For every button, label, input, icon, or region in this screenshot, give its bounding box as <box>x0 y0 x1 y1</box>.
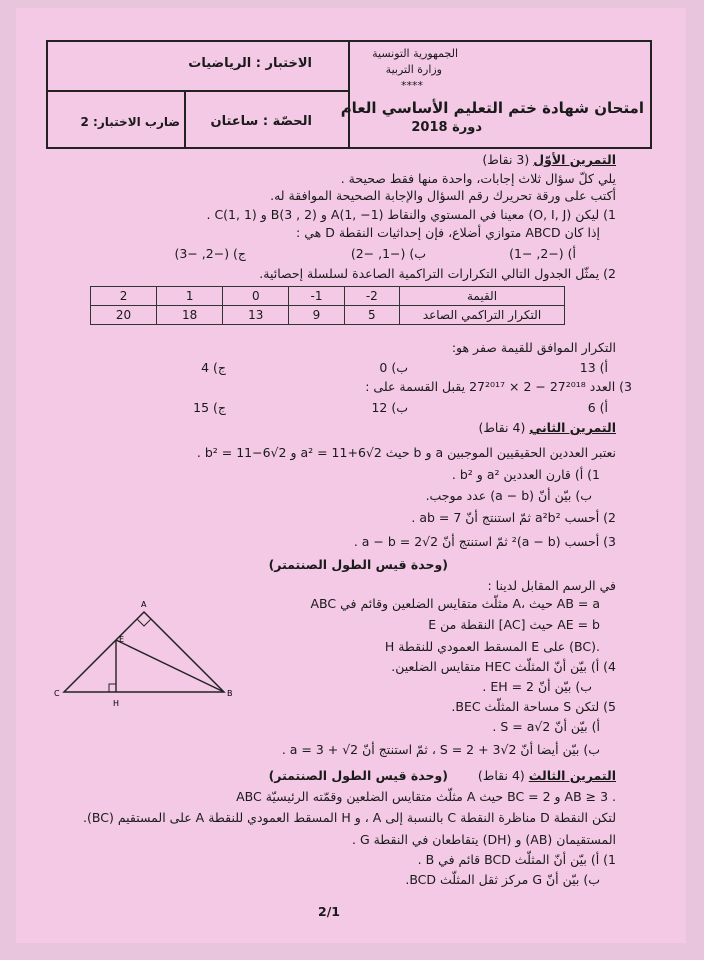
ex1-q2-choice-c: ج) 4 <box>201 360 226 375</box>
ex1-q1-choice-b: ب) (−1, −2) <box>350 246 426 261</box>
ex2-q2: 2) أحسب a²b² ثمّ استنتج أنّ ab = 7 . <box>411 510 616 525</box>
ex1-q2-line1: 2) يمثّل الجدول التالي التكرارات التراكمية الصاعدة لسلسلة إحصائية. <box>259 266 616 281</box>
ex1-q1-line2: إذا كان ABCD متوازي أضلاع، فإن إحداثيات النقطة D هي : <box>296 225 600 240</box>
table-cell: 9 <box>289 306 344 325</box>
ex3-line1: ABC مثلّث متقايس الضلعين وقمّته الرئيسيّة A حيث BC = 2 و AB ≥ 3 . <box>236 789 616 804</box>
ex2-figure-line3: H المسقط العمودي للنقطة E على (BC). <box>384 639 600 654</box>
ex2-q5b: ب) بيّن أيضا أنّ S = 2 + 3√2 ، ثمّ استنتج أنّ a = 3 + √2 . <box>281 742 600 757</box>
point-label-c: C <box>54 689 60 698</box>
ex2-figure-intro: في الرسم المقابل لدينا : <box>487 578 616 593</box>
table-row <box>91 287 565 306</box>
point-label-a: A <box>141 600 147 609</box>
ex2-q1b: ب) بيّن أنّ (a − b) عدد موجب. <box>425 488 592 503</box>
frequency-table <box>90 286 565 325</box>
ex2-intro: نعتبر العددين الحقيقيين الموجبين a و b حيث a² = 11+6√2 و b² = 11−6√2 . <box>196 445 616 460</box>
ex1-q3-choice-a: أ) 6 <box>587 400 608 415</box>
table-row-label: التكرار التراكمي الصاعد <box>400 306 565 325</box>
table-cell: -2 <box>344 287 399 306</box>
ex1-q2-choice-a: أ) 13 <box>579 360 608 375</box>
ex2-figure-line1: ABC مثلّث متقايس الضلعين وقائم في A، حيث AB = a <box>310 596 600 611</box>
ex1-q1-choice-a: أ) (−2, −1) <box>509 246 576 261</box>
ex2-q3: 3) أحسب (a − b)² ثمّ استنتج أنّ a − b = 2√2 . <box>353 534 616 549</box>
stars: **** <box>401 79 423 92</box>
table-row-label: القيمة <box>400 287 565 306</box>
header-divider <box>348 42 350 147</box>
ex1-q3-choice-c: ج) 15 <box>193 400 226 415</box>
ex1-intro1: يلي كلّ سؤال ثلاث إجابات، واحدة منها فقط صحيحة . <box>340 171 616 186</box>
ex1-q3-line1: 3) العدد 27²⁰¹⁸ − 2 × 27²⁰¹⁷ يقبل القسمة على : <box>365 379 632 394</box>
ex2-unit-note: (وحدة قيس الطول الصنتمتر) <box>268 557 448 572</box>
table-cell: -1 <box>289 287 344 306</box>
ex2-q4a: 4) أ) بيّن أنّ المثلّث HEC متقايس الضلعين. <box>391 659 616 674</box>
table-row <box>91 306 565 325</box>
page-number: 2/1 <box>318 904 340 919</box>
coefficient-label: ضارب الاختبار: 2 <box>80 115 180 129</box>
table-cell: 5 <box>344 306 399 325</box>
ex2-q1a: 1) أ) قارن العددين a² و b² . <box>451 467 600 482</box>
ex1-q2-line2: التكرار الموافق للقيمة صفر هو: <box>451 340 616 355</box>
table-cell: 0 <box>223 287 289 306</box>
ministry-label: وزارة التربية <box>385 63 442 76</box>
ex3-line3: المستقيمان (AB) و (DH) يتقاطعان في النقطة G . <box>351 832 616 847</box>
subject-label: الاختبار : الرياضيات <box>188 56 312 71</box>
table-cell: 18 <box>157 306 223 325</box>
exam-title: امتحان شهادة ختم التعليم الأساسي العام <box>340 99 644 117</box>
right-angle-mark-a <box>137 619 151 626</box>
republic-label: الجمهورية التونسية <box>372 47 458 60</box>
ex1-q2-choice-b: ب) 0 <box>379 360 408 375</box>
ex2-points: (4 نقاط) <box>478 420 526 435</box>
ex3-q1a: 1) أ) بيّن أنّ المثلّث BCD قائم في B . <box>417 852 616 867</box>
triangle-figure <box>52 596 232 711</box>
point-label-h: H <box>113 699 120 708</box>
ex1-intro2: أكتب على ورقة تحريرك رقم السؤال والإجابة الصحيحة الموافقة له. <box>270 188 616 203</box>
table-cell: 13 <box>223 306 289 325</box>
point-label-e: E <box>119 635 125 644</box>
table-cell: 20 <box>91 306 157 325</box>
ex3-points: (4 نقاط) <box>477 768 525 783</box>
ex2-q4b: ب) بيّن أنّ EH = 2 . <box>482 679 592 694</box>
segment-eb <box>116 640 224 692</box>
ex1-heading <box>482 152 616 168</box>
header-divider <box>48 90 348 92</box>
point-label-b: B <box>227 689 232 698</box>
ex2-figure-line2: E النقطة من [AC] حيث AE = b <box>428 617 600 632</box>
header-divider <box>184 92 186 147</box>
table-cell: 1 <box>157 287 223 306</box>
ex2-title: التمرين الثاني <box>529 420 616 435</box>
right-angle-mark-h <box>109 684 116 692</box>
ex2-q5: 5) لتكن S مساحة المثلّث BEC. <box>451 699 616 714</box>
ex3-title: التمرين الثالث <box>528 768 616 783</box>
ex3-q1b: ب) بيّن أنّ G مركز ثقل المثلّث BCD. <box>405 872 600 887</box>
ex1-q1-line1: 1) ليكن (O, I, J) معينا في المستوي والنقاط A(1, −1) و B(3 , 2) و C(1, 1) . <box>206 207 616 222</box>
duration-label: الحصّة : ساعتان <box>210 114 312 129</box>
ex1-points: (3 نقاط) <box>482 152 530 167</box>
ex3-line2: لتكن النقطة D مناظرة النقطة C بالنسبة إلى A ، و H المسقط العمودي للنقطة A على المستقيم (BC). <box>83 810 616 825</box>
ex1-title: التمرين الأوّل <box>533 152 616 167</box>
ex2-q5a: أ) بيّن أنّ S = a√2 . <box>492 719 600 734</box>
ex3-heading <box>478 768 616 784</box>
ex1-q1-choice-c: ج) (−2, −3) <box>174 246 246 261</box>
exam-session: دورة 2018 <box>411 120 482 135</box>
ex3-unit-note: (وحدة قيس الطول الصنتمتر) <box>268 768 448 783</box>
ex2-heading <box>478 420 616 436</box>
exam-header <box>46 40 652 149</box>
ex1-q3-choice-b: ب) 12 <box>371 400 408 415</box>
table-cell: 2 <box>91 287 157 306</box>
